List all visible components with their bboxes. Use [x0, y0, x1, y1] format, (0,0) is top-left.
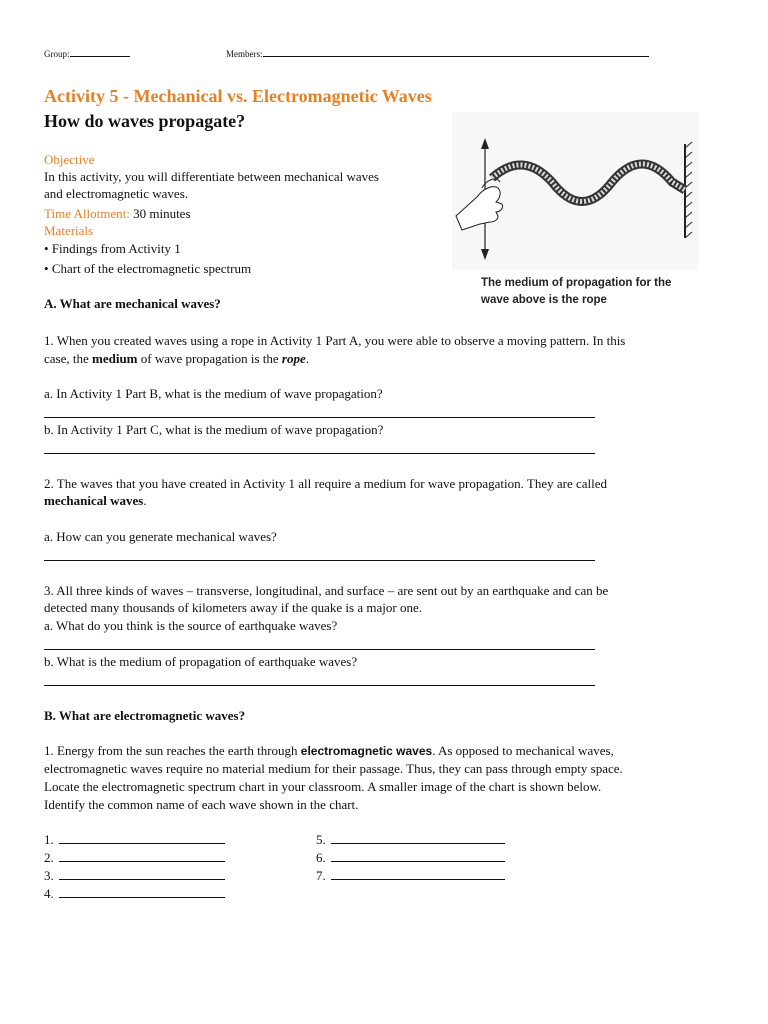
materials-item-text: Findings from Activity 1	[51, 241, 181, 256]
page-title: How do waves propagate?	[44, 111, 246, 131]
blank-line[interactable]	[331, 849, 505, 862]
blank-item-2	[44, 849, 225, 866]
activity-title: Activity 5 - Mechanical vs. Electromagnetic Waves	[44, 86, 432, 106]
rope-wave-illustration	[452, 112, 698, 270]
answer-line-1b[interactable]	[44, 453, 595, 454]
blank-number: 7.	[316, 868, 326, 883]
blank-line[interactable]	[59, 885, 225, 898]
blank-number: 2.	[44, 850, 54, 865]
q1-text: of wave propagation is the	[137, 351, 282, 366]
materials-item-2: • Chart of the electromagnetic spectrum	[44, 261, 252, 276]
question-1a: a. In Activity 1 Part B, what is the medium of wave propagation?	[44, 386, 383, 401]
group-label: Group:	[44, 49, 70, 59]
q2-bold-mechanical-waves: mechanical waves	[44, 493, 144, 508]
bold-electromagnetic-waves: electromagnetic waves	[300, 744, 433, 758]
blank-item-3	[44, 867, 225, 884]
group-field	[44, 47, 130, 59]
answer-line-3b[interactable]	[44, 685, 595, 686]
members-label: Members:	[226, 49, 263, 59]
objective-heading: Objective	[44, 152, 95, 167]
blank-number: 6.	[316, 850, 326, 865]
q1-text: case, the	[44, 351, 93, 366]
blank-item-7	[316, 867, 505, 884]
section-b-heading: B. What are electromagnetic waves?	[44, 708, 246, 723]
blank-number: 4.	[44, 886, 54, 901]
section-b-p-line-3: Locate the electromagnetic spectrum chart in your classroom. A smaller image of the chart is shown below.	[44, 779, 602, 794]
section-a-heading: A. What are mechanical waves?	[44, 296, 221, 311]
answer-line-1a[interactable]	[44, 417, 595, 418]
blank-number: 1.	[44, 832, 54, 847]
blank-line[interactable]	[59, 849, 225, 862]
section-a-q3-line-2: detected many thousands of kilometers away if the quake is a major one.	[44, 600, 422, 615]
blank-line[interactable]	[331, 831, 505, 844]
section-a-q1-line-1: 1. When you created waves using a rope in Activity 1 Part A, you were able to observe a moving pattern. In this	[44, 333, 626, 348]
section-b-text: . As opposed to mechanical waves,	[432, 743, 614, 758]
time-value: 30 minutes	[133, 206, 191, 221]
blank-number: 5.	[316, 832, 326, 847]
section-b-p-line-2: electromagnetic waves require no material medium for their passage. Thus, they can pass through empty space.	[44, 761, 623, 776]
blank-item-1	[44, 831, 225, 848]
q1-bold-medium: medium	[92, 351, 138, 366]
section-b-p-line-4: Identify the common name of each wave shown in the chart.	[44, 797, 359, 812]
figure-caption-line-1: The medium of propagation for the	[481, 277, 672, 289]
figure-caption-line-2: wave above is the rope	[481, 294, 607, 306]
time-label: Time Allotment:	[44, 206, 130, 221]
section-a-q1-line-2	[44, 350, 309, 367]
materials-item-1: • Findings from Activity 1	[44, 241, 181, 256]
q1-text: .	[305, 351, 310, 366]
materials-item-text: Chart of the electromagnetic spectrum	[51, 261, 252, 276]
blank-line[interactable]	[331, 867, 505, 880]
question-3a: a. What do you think is the source of earthquake waves?	[44, 618, 338, 633]
objective-text-2: and electromagnetic waves.	[44, 186, 189, 201]
blank-item-5	[316, 831, 505, 848]
q1-bold-rope: rope	[281, 351, 306, 366]
objective-text-1: In this activity, you will differentiate between mechanical waves	[44, 169, 379, 184]
section-a-q2-line-1: 2. The waves that you have created in Activity 1 all require a medium for wave propagation. They are called	[44, 476, 608, 491]
members-field	[226, 47, 649, 59]
members-blank[interactable]	[263, 47, 649, 57]
materials-heading: Materials	[44, 223, 94, 238]
section-b-p-line-1	[44, 742, 614, 760]
question-2a: a. How can you generate mechanical waves?	[44, 529, 277, 544]
figure-caption	[481, 275, 671, 309]
time-allotment	[44, 205, 191, 222]
answer-line-3a[interactable]	[44, 649, 595, 650]
question-1b: b. In Activity 1 Part C, what is the medium of wave propagation?	[44, 422, 384, 437]
question-3b: b. What is the medium of propagation of earthquake waves?	[44, 654, 358, 669]
answer-line-2a[interactable]	[44, 560, 595, 561]
blank-item-4	[44, 885, 225, 902]
rope-wave-figure	[452, 112, 698, 270]
section-b-text: 1. Energy from the sun reaches the earth through	[44, 743, 301, 758]
section-a-q3-line-1: 3. All three kinds of waves – transverse, longitudinal, and surface – are sent out by an earthquake and can be	[44, 583, 609, 598]
q2-text: .	[143, 493, 147, 508]
blank-item-6	[316, 849, 505, 866]
blank-line[interactable]	[59, 831, 225, 844]
blank-number: 3.	[44, 868, 54, 883]
group-blank[interactable]	[70, 47, 130, 57]
blank-line[interactable]	[59, 867, 225, 880]
section-a-q2-line-2	[44, 492, 147, 509]
